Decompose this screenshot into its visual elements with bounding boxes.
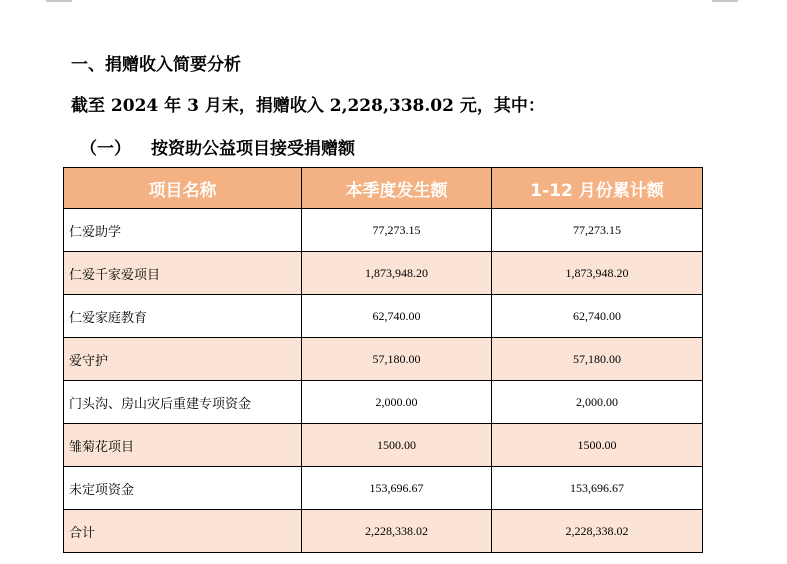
row-quarter-amount: 1,873,948.20	[302, 252, 492, 295]
row-quarter-amount: 153,696.67	[302, 467, 492, 510]
row-cumulative-amount: 1500.00	[492, 424, 703, 467]
row-project-name: 仁爱助学	[64, 209, 302, 252]
subsection-title: 按资助公益项目接受捐赠额	[151, 139, 355, 159]
table-row	[64, 381, 703, 424]
subsection-number: （一）	[80, 139, 131, 159]
header-quarter-amount: 本季度发生额	[302, 168, 492, 209]
row-project-name: 爱守护	[64, 338, 302, 381]
total-quarter-amount: 2,228,338.02	[302, 510, 492, 553]
table-row	[64, 252, 703, 295]
row-quarter-amount: 77,273.15	[302, 209, 492, 252]
donation-table	[63, 167, 703, 553]
table-row	[64, 209, 703, 252]
row-project-name: 雏菊花项目	[64, 424, 302, 467]
page-corner-mark-left	[46, 0, 72, 2]
header-cumulative-amount: 1-12 月份累计额	[492, 168, 703, 209]
row-quarter-amount: 2,000.00	[302, 381, 492, 424]
row-quarter-amount: 1500.00	[302, 424, 492, 467]
header-project-name: 项目名称	[64, 168, 302, 209]
row-cumulative-amount: 153,696.67	[492, 467, 703, 510]
row-quarter-amount: 62,740.00	[302, 295, 492, 338]
table-row	[64, 467, 703, 510]
summary-line: 截至 2024 年 3 月末，捐赠收入 2,228,338.02 元，其中：	[71, 96, 545, 116]
row-project-name: 仁爱家庭教育	[64, 295, 302, 338]
row-project-name: 门头沟、房山灾后重建专项资金	[64, 381, 302, 424]
section-title: 一、捐赠收入简要分析	[71, 55, 241, 75]
table-header-row	[64, 168, 703, 209]
row-cumulative-amount: 1,873,948.20	[492, 252, 703, 295]
total-label: 合计	[64, 510, 302, 553]
row-cumulative-amount: 57,180.00	[492, 338, 703, 381]
row-project-name: 未定项资金	[64, 467, 302, 510]
row-cumulative-amount: 77,273.15	[492, 209, 703, 252]
table-row	[64, 424, 703, 467]
row-quarter-amount: 57,180.00	[302, 338, 492, 381]
table-row	[64, 295, 703, 338]
table-total-row	[64, 510, 703, 553]
row-project-name: 仁爱千家爱项目	[64, 252, 302, 295]
table-row	[64, 338, 703, 381]
row-cumulative-amount: 2,000.00	[492, 381, 703, 424]
total-cumulative-amount: 2,228,338.02	[492, 510, 703, 553]
row-cumulative-amount: 62,740.00	[492, 295, 703, 338]
page-corner-mark-right	[712, 0, 738, 2]
subsection-heading	[80, 134, 355, 159]
